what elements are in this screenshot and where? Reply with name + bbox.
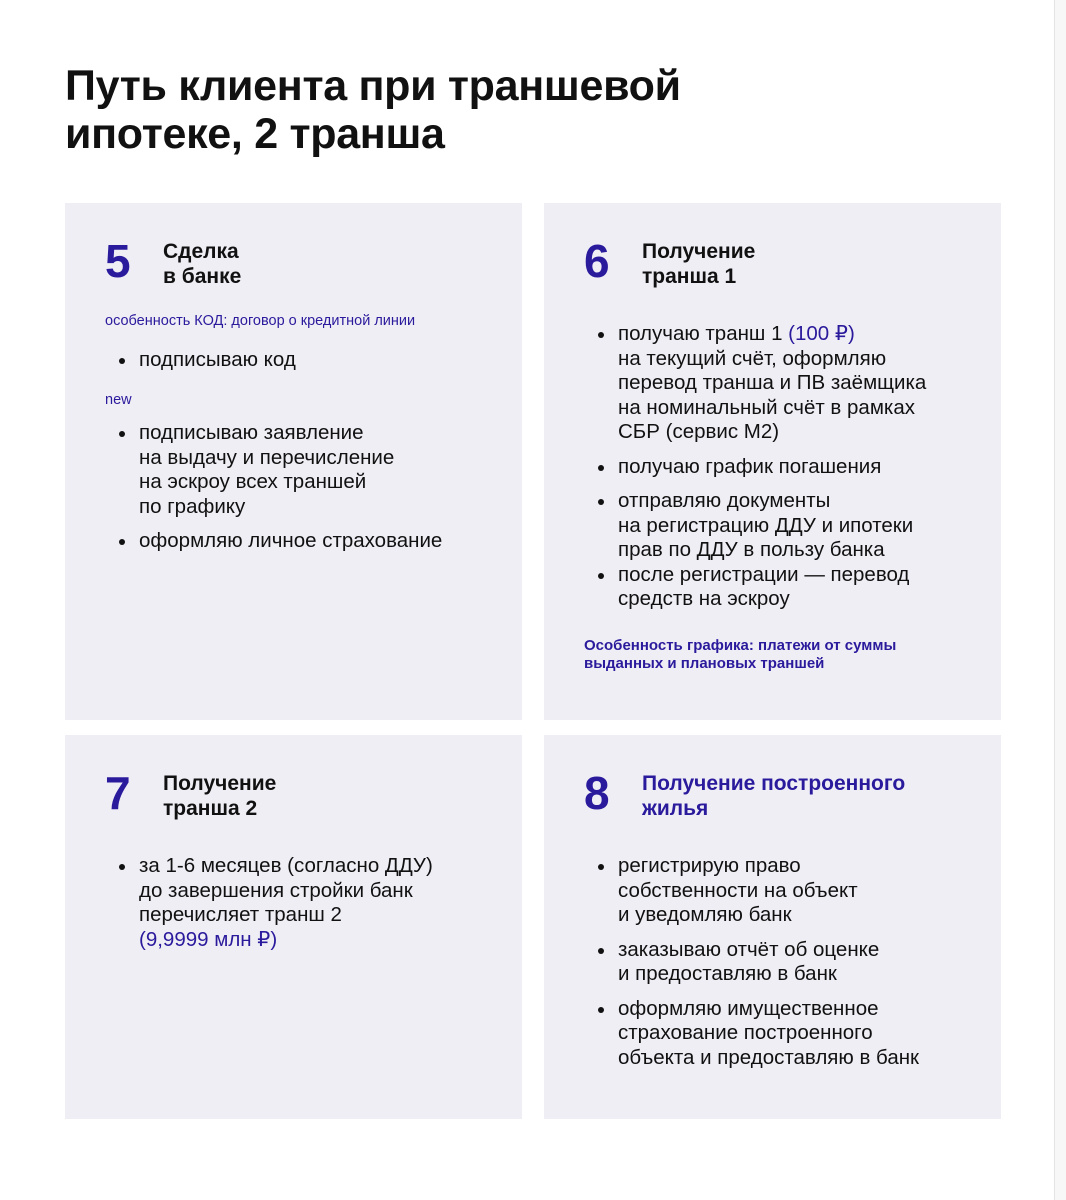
step-title-line: транша 2 — [163, 797, 258, 820]
bullet-list — [105, 348, 498, 373]
step-card-8 — [544, 735, 1001, 1119]
list-item-line: перевод транша и ПВ заёмщика — [618, 371, 927, 394]
list-item — [584, 322, 977, 445]
step-card-7 — [65, 735, 522, 1119]
step-card-5 — [65, 203, 522, 720]
list-item-line: объекта и предоставляю в банк — [618, 1045, 920, 1069]
list-item-line: страхование построенного — [618, 1021, 873, 1044]
step-title-line: Сделка — [163, 240, 239, 263]
schedule-note — [584, 637, 977, 673]
list-item-line: отправляю документы — [618, 489, 831, 512]
step-title-line: Получение построенного — [642, 772, 906, 795]
step-number: 6 — [584, 235, 610, 287]
list-item-line: по графику — [139, 494, 246, 518]
list-item-line: средств на эскроу — [618, 587, 790, 610]
list-item — [584, 854, 977, 928]
page-title-line: Путь клиента при траншевой — [65, 62, 681, 110]
step-title-line: Получение — [163, 772, 277, 795]
step-card-6 — [544, 203, 1001, 720]
list-item-line: за 1-6 месяцев (согласно ДДУ) — [139, 854, 433, 877]
list-item-line: собственности на объект — [618, 878, 858, 902]
list-item-line: на выдачу и перечисление — [139, 445, 395, 469]
list-item-line: на эскроу всех траншей — [139, 470, 367, 493]
list-item-text: получаю транш 1 — [618, 322, 789, 345]
list-item-line: на регистрацию ДДУ и ипотеки — [618, 513, 914, 537]
list-item-line: на номинальный счёт в рамках — [618, 395, 915, 419]
list-item-line: регистрирую право — [618, 854, 801, 877]
step-number: 7 — [105, 767, 131, 819]
list-item — [105, 854, 498, 952]
list-item-line: СБР (сервис М2) — [618, 420, 780, 443]
list-item — [584, 563, 977, 612]
list-item: подписываю код — [105, 348, 498, 373]
amount-highlight: (100 ₽) — [788, 322, 855, 345]
step-title — [163, 239, 241, 289]
list-item — [105, 421, 498, 519]
step-title-line: жилья — [642, 797, 709, 820]
list-item-line: и предоставляю в банк — [618, 962, 837, 985]
page-title-line: ипотеке, 2 транша — [65, 110, 445, 158]
new-label: new — [105, 392, 132, 408]
note-line: выданных и плановых траншей — [584, 655, 825, 672]
list-item-line: на текущий счёт, оформляю — [618, 346, 887, 370]
list-item-line — [618, 322, 977, 347]
step-title — [642, 239, 755, 289]
step-title-line: в банке — [163, 265, 242, 288]
step-title-line: транша 1 — [642, 265, 737, 288]
bullet-list — [105, 854, 498, 952]
page-edge — [1048, 0, 1066, 1200]
step-number: 8 — [584, 767, 610, 819]
amount-highlight: (9,9999 млн ₽) — [139, 927, 278, 951]
bullet-list — [584, 322, 977, 612]
step-title-line: Получение — [642, 240, 756, 263]
step-title — [163, 771, 276, 821]
list-item: оформляю личное страхование — [105, 529, 498, 554]
list-item-line: прав по ДДУ в пользу банка — [618, 538, 885, 561]
list-item — [584, 489, 977, 563]
feature-note: особенность КОД: договор о кредитной линии — [105, 313, 416, 329]
bullet-list — [105, 421, 498, 554]
list-item-line: и уведомляю банк — [618, 903, 792, 926]
list-item — [584, 938, 977, 987]
list-item: получаю график погашения — [584, 455, 977, 480]
list-item-line: до завершения стройки банк — [139, 878, 413, 902]
list-item-line: после регистрации — перевод — [618, 562, 910, 586]
step-title — [642, 771, 905, 821]
list-item-line: заказываю отчёт об оценке — [618, 937, 880, 961]
list-item — [584, 997, 977, 1071]
list-item-line: перечисляет транш 2 — [139, 903, 342, 926]
page-title — [65, 62, 765, 158]
note-line: Особенность графика: платежи от суммы — [584, 637, 897, 654]
step-number: 5 — [105, 235, 131, 287]
bullet-list — [584, 854, 977, 1070]
list-item-line: подписываю заявление — [139, 421, 364, 444]
list-item-line: оформляю имущественное — [618, 996, 879, 1020]
